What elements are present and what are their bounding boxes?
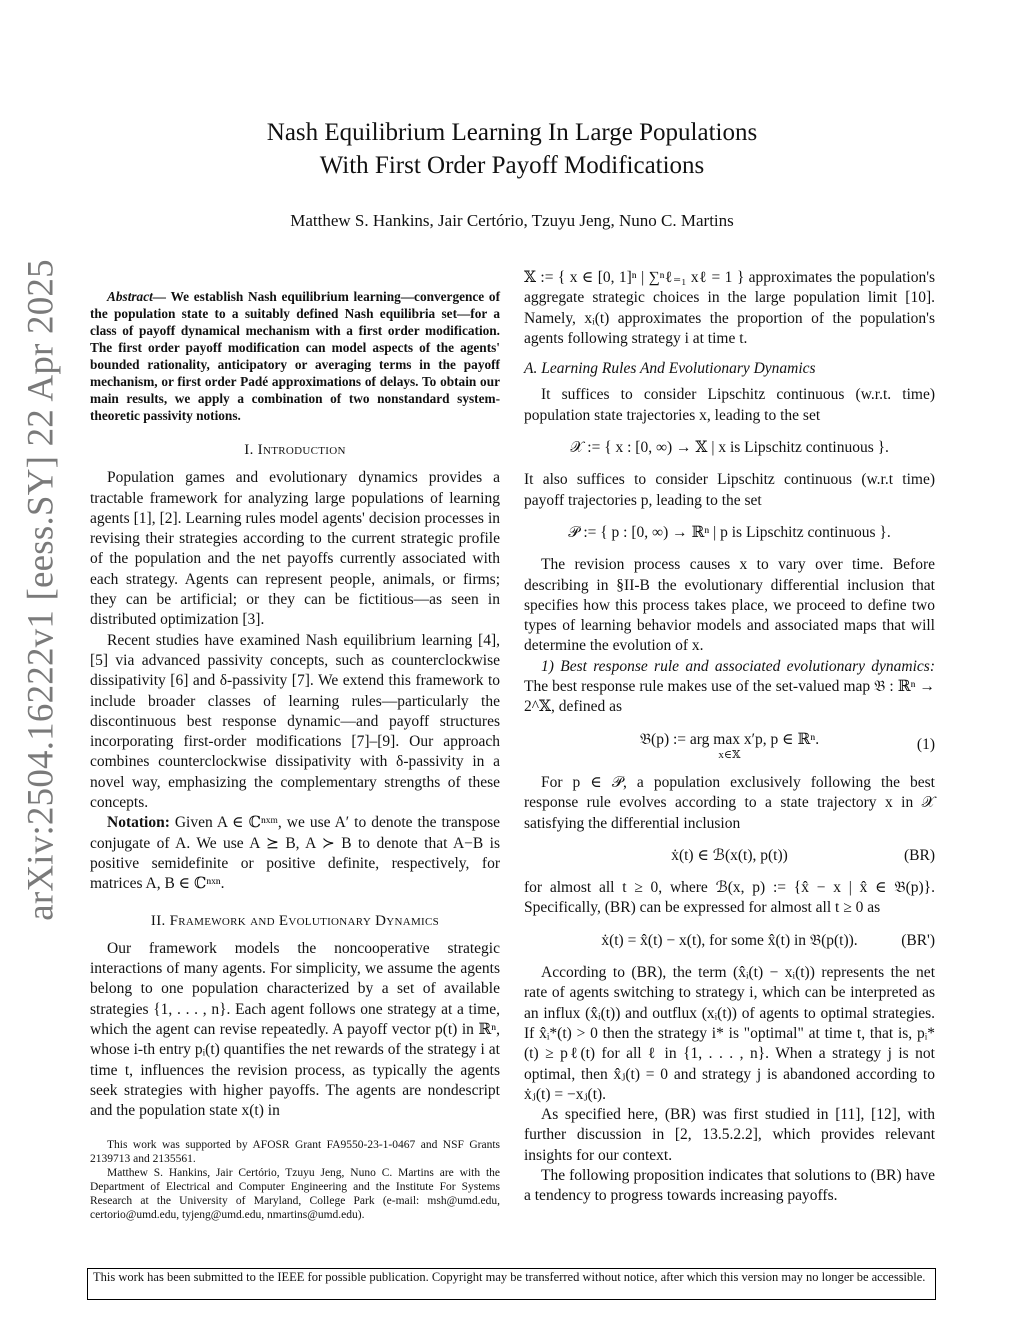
right-paragraph-8: As specified here, (BR) was first studied in [11], [12], with further discussion in [2, 13.5.2.2], which provides relevant insights for our context. <box>524 1106 935 1164</box>
section-heading-framework: II. Framework and Evolutionary Dynamics <box>150 912 440 929</box>
footnote-funding: This work was supported by AFOSR Grant FA9550-23-1-0467 and NSF Grants 2139713 and 2135561. <box>90 1139 500 1165</box>
paper-title-line2: With First Order Payoff Modifications <box>319 152 705 179</box>
abstract <box>90 288 500 424</box>
equation-1 <box>524 730 935 761</box>
section-heading-introduction: I. Introduction <box>244 442 346 458</box>
right-paragraph-2: It also suffices to consider Lipschitz continuous (w.r.t time) payoff trajectories p, leading to the set <box>524 471 935 509</box>
right-paragraph-4 <box>524 657 935 718</box>
right-paragraph-1: It suffices to consider Lipschitz continuous (w.r.t. time) population state trajectories x, leading to the set <box>524 386 935 424</box>
right-column <box>524 268 935 1207</box>
notation-text: Given A ∈ ℂⁿˣᵐ, we use A′ to denote the transpose conjugate of A. We use A ⪰ B, A ≻ B to denote that A−B is positive semidefinite or positive definite, respectively, for matrices A, B ∈ ℂⁿˣⁿ. <box>90 814 500 893</box>
simplex-paragraph <box>524 268 935 349</box>
equation-br-number: (BR) <box>904 846 935 864</box>
notation-paragraph <box>90 813 500 894</box>
abstract-text: We establish Nash equilibrium learning—convergence of the population state to a suitably defined Nash equilibria set—for a class of payoff dynamical mechanism with a first order modification. The first order payoff modification can model aspects of the agents' bounded rationality, anticipatory or averaging terms in the payoff mechanism, or first order Padé approximations of delays. To obtain our main results, we apply a combination of two nonstandard system-theoretic passivity notions. <box>90 289 500 423</box>
framework-paragraph-1: Our framework models the noncooperative strategic interactions of many agents. For simplicity, we assume the agents belong to one population characterized by a set of available strategies {1, . . . , n}. Each agent follows one strategy at a time, which the agent can revise repeatedly. A payoff vector p(t) in ℝⁿ, whose i-th entry pᵢ(t) quantifies the net rewards of the strategy i at time t, influences the revision process, as typically the agents seek strategies with higher payoffs. The agents are nondescript and the population state x(t) in <box>90 939 500 1120</box>
paper-title-line1: Nash Equilibrium Learning In Large Populations <box>266 119 758 146</box>
author-list: Matthew S. Hankins, Jair Certório, Tzuyu Jeng, Nuno C. Martins <box>290 211 734 230</box>
left-column <box>90 288 500 1122</box>
intro-paragraph-1: Population games and evolutionary dynamics provides a tractable framework for analyzing large populations of learning agents [1], [2]. Learning rules model agents' decision processes in revising their strategies according to the current strategic profile of the population and the net payoffs currently associated with each strategy. Agents can represent people, animals, or firms; they can be artificial; or they can be fictitious—as seen in distributed optimization [3]. <box>90 469 500 629</box>
intro-paragraph-2: Recent studies have examined Nash equilibrium learning [4], [5] via advanced passivity concepts, such as counterclockwise dissipativity [6] and δ-passivity [7]. We extend this framework to include broader classes of learning rules—particularly the discontinuous best response dynamic—and payoff structures incorporating first-order modifications [7]–[9]. Our approach combines counterclockwise dissipativity with δ-passivity in a novel way, emphasizing the complementary strengths of these concepts. <box>90 631 500 812</box>
equation-state-set <box>524 438 935 458</box>
arxiv-id: arXiv:2504.16222v1 [eess.SY] 22 Apr 2025 <box>20 259 62 921</box>
equation-state-set-text: 𝒳 := { x : [0, ∞) → 𝕏 | x is Lipschitz continuous }. <box>570 439 889 457</box>
abstract-label: Abstract— <box>107 289 167 304</box>
right-paragraph-5: For p ∈ 𝒫, a population exclusively following the best response rule evolves according to a state trajectory x in 𝒳 satisfying the differential inclusion <box>524 773 935 832</box>
right-paragraph-6: for almost all t ≥ 0, where ℬ(x, p) := {x̂ − x | x̂ ∈ 𝔅(p)}. Specifically, (BR) can be expressed for almost all t ≥ 0 as <box>524 879 935 917</box>
subsubsection-heading-1: 1) Best response rule and associated evolutionary dynamics: <box>541 657 935 675</box>
right-paragraph-7: According to (BR), the term (x̂ᵢ(t) − xᵢ(t)) represents the net rate of agents switching to strategy i, which can be interpreted as an influx (x̂ᵢ(t)) and outflux (xᵢ(t)) of agents to optimal strategies. If x̂ᵢ*(t) > 0 then the strategy i* is "optimal" at time t, that is, pᵢ*(t) ≥ pℓ(t) for all ℓ in {1, . . . , n}. When a strategy j is not optimal, then x̂ⱼ(t) = 0 and strategy j is abandoned according to ẋⱼ(t) = −xⱼ(t). <box>524 964 935 1103</box>
equation-br-prime-text: ẋ(t) = x̂(t) − x(t), for some x̂(t) in 𝔅(p(t)). <box>601 931 858 949</box>
equation-payoff-set-text: 𝒫 := { p : [0, ∞) → ℝⁿ | p is Lipschitz continuous }. <box>568 523 891 541</box>
simplex-text: approximates the population's aggregate strategic choices in the large population limit [10]. Namely, xᵢ(t) approximates the proportion of the population's agents following strategy i at time t. <box>524 269 936 347</box>
best-response-text: The best response rule makes use of the set-valued map 𝔅 : ℝⁿ → 2^𝕏, defined as <box>524 678 935 716</box>
equation-br-prime-number: (BR') <box>901 931 935 949</box>
equation-1-text: 𝔅(p) := arg max x′p, p ∈ ℝⁿ. <box>639 730 820 748</box>
right-paragraph-3: The revision process causes x to vary over time. Before describing in §II-B the evolutionary differential inclusion that specifies how this process takes place, we proceed to define two types of learning behavior models and associated maps that will determine the evolution of x. <box>524 556 935 655</box>
ieee-submission-notice: This work has been submitted to the IEEE for possible publication. Copyright may be transferred without notice, after which this version may no longer be accessible. <box>87 1268 936 1300</box>
footnotes <box>90 1138 500 1222</box>
equation-1-number: (1) <box>916 736 935 754</box>
footnote-affiliation: Matthew S. Hankins, Jair Certório, Tzuyu Jeng, Nuno C. Martins are with the Department of Electrical and Computer Engineering and the Institute For Systems Research at the University of Maryland, College Park (e-mail: msh@umd.edu, certorio@umd.edu, tyjeng@umd.edu, nmartins@umd.edu). <box>90 1167 500 1221</box>
notation-label: Notation: <box>107 814 170 832</box>
equation-br <box>524 846 935 866</box>
equation-br-prime <box>524 931 935 951</box>
equation-1-subscript: x∈𝕏 <box>718 748 741 761</box>
equation-payoff-set <box>524 523 935 543</box>
simplex-definition: 𝕏 := { x ∈ [0, 1]ⁿ | ∑ⁿℓ₌₁ xℓ = 1 } <box>524 269 745 286</box>
arxiv-sidebar <box>12 215 70 965</box>
subsection-heading-a: A. Learning Rules And Evolutionary Dynamics <box>524 360 816 378</box>
right-paragraph-9: The following proposition indicates that solutions to (BR) have a tendency to progress towards increasing payoffs. <box>524 1166 935 1205</box>
equation-br-text: ẋ(t) ∈ ℬ(x(t), p(t)) <box>671 846 788 864</box>
